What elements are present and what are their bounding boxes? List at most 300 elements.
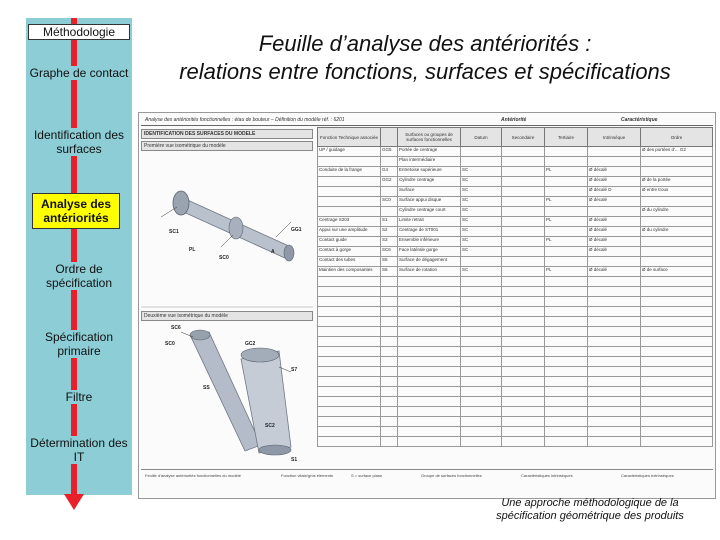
table-row [318,397,713,407]
table-cell [318,337,381,347]
table-cell: Ø décalé [588,177,641,187]
table-cell [641,317,713,327]
table-cell [398,277,461,287]
step-analyse-des-anteriorites: Analyse des antériorités [32,193,120,229]
table-cell: SC [461,217,502,227]
label-sc1: SC1 [169,229,179,235]
table-row [318,407,713,417]
table-cell: Contact des tubes [318,257,381,267]
band-identification: IDENTIFICATION DES SURFACES DU MODELE [141,129,313,139]
table-cell [381,357,398,367]
table-cell: PL [545,197,588,207]
table-cell [545,287,588,297]
table-cell: Limite retrait [398,217,461,227]
table-cell [588,287,641,297]
table-cell [502,367,545,377]
legend-item: S = surface plane [351,473,383,478]
legend-item: Fonction vitale/gros éléments [281,473,334,478]
table-cell [398,327,461,337]
table-cell [545,187,588,197]
table-cell [318,197,381,207]
table-cell [502,347,545,357]
title-line-2: relations entre fonctions, surfaces et spécifications [179,59,671,84]
col-tertiaire: Tertiaire [545,128,588,147]
anteriority-table [317,127,713,467]
table-cell: S6 [381,267,398,277]
table-cell [502,407,545,417]
table-cell: Ensemble inférieure [398,237,461,247]
table-cell [641,377,713,387]
table-cell [381,327,398,337]
sheet-header-caracteristique: Caractéristique [621,117,658,123]
table-cell [381,367,398,377]
table-cell [545,357,588,367]
table-cell [641,157,713,167]
table-cell [641,297,713,307]
table-row [318,177,713,187]
process-arrow-down-icon [64,494,84,510]
table-cell [381,297,398,307]
table-cell [461,147,502,157]
table-cell [502,437,545,447]
table-cell [545,427,588,437]
table-cell [318,307,381,317]
table-body [318,147,713,447]
table-cell: Surface [398,187,461,197]
table-cell [588,427,641,437]
table-cell [641,217,713,227]
table-cell: PL [545,217,588,227]
page-title [150,30,700,86]
table-cell: Surface de dégagement [398,257,461,267]
legend-item: Feuille d'analyse antériorités fonctionnelles du modèle [145,473,241,478]
table-cell [545,157,588,167]
table-cell [545,377,588,387]
table-cell [502,177,545,187]
table-cell [461,427,502,437]
table-cell [318,317,381,327]
table-cell [502,217,545,227]
table-cell [641,417,713,427]
table-cell [318,427,381,437]
table-cell [461,387,502,397]
table-cell [588,377,641,387]
table-cell [461,407,502,417]
table-cell [641,387,713,397]
label-ss: SS [203,385,210,391]
table-cell [641,277,713,287]
table-cell [545,227,588,237]
table-row [318,377,713,387]
table-cell [545,307,588,317]
table-cell: GG5 [381,147,398,157]
table-cell [398,297,461,307]
table-cell [461,337,502,347]
table-cell [588,437,641,447]
table-cell [588,257,641,267]
table-cell [641,197,713,207]
sheet-header-title: Analyse des antériorités fonctionnelles : étau de bouteur – Définition du modèle réf. : 6201 [145,117,345,123]
col-surfaces: Surfaces ou groupes de surfaces fonctionnelles [398,128,461,147]
table-cell [502,387,545,397]
col-code [381,128,398,147]
table-cell [641,437,713,447]
table-cell: Ø de surface [641,267,713,277]
table-cell [545,437,588,447]
table-cell: GG2 [381,177,398,187]
table-cell [461,367,502,377]
table-cell [318,397,381,407]
table-cell [398,337,461,347]
table-cell [398,427,461,437]
table-cell: SC [461,177,502,187]
table-cell [545,347,588,357]
table-cell [461,347,502,357]
table-cell [398,317,461,327]
table-cell: Ø décalé [588,197,641,207]
step-graphe-de-contact: Graphe de contact [26,66,132,80]
table-cell: Centrage S203 [318,217,381,227]
table-row [318,357,713,367]
table-cell: Ø décalé [588,267,641,277]
table-cell [461,377,502,387]
table-cell [641,337,713,347]
caption-line-2: spécification géométrique des produits [496,510,684,522]
table-cell [502,427,545,437]
table-cell [545,327,588,337]
table-cell: Contact à gorge [318,247,381,257]
table-cell [588,387,641,397]
table-row [318,217,713,227]
table-cell [398,357,461,367]
table-cell [641,237,713,247]
table-cell: S2 [381,227,398,237]
table-cell [461,317,502,327]
table-cell [318,377,381,387]
table-cell [461,417,502,427]
table-cell [502,317,545,327]
table-cell [318,327,381,337]
table-cell [545,367,588,377]
table-cell: SC6 [381,247,398,257]
table-cell: S1 [381,217,398,227]
table-cell [381,427,398,437]
table-cell [641,347,713,357]
analysis-sheet [138,112,716,499]
table-cell: PL [545,167,588,177]
table-cell [545,297,588,307]
table-cell [461,397,502,407]
table-row [318,147,713,157]
table-cell: Appui sur une amplitude [318,227,381,237]
table-cell [461,257,502,267]
table-row [318,307,713,317]
table-cell [502,417,545,427]
table-cell [502,287,545,297]
table-cell [381,377,398,387]
table-cell [502,327,545,337]
label-sc6: SC6 [171,325,181,331]
label-s7: S7 [291,367,298,373]
table-row [318,417,713,427]
table-cell: SC0 [381,197,398,207]
part-view-bottom [181,330,291,455]
table-cell [461,437,502,447]
col-intrinseque: Intrinsèque [588,128,641,147]
table-row [318,427,713,437]
table-cell [545,407,588,417]
table-row [318,387,713,397]
table-cell [588,417,641,427]
table-row [318,317,713,327]
step-methodologie: Méthodologie [28,24,130,40]
table-cell [641,407,713,417]
table-row [318,167,713,177]
table-header-row [318,128,713,147]
table-cell [502,187,545,197]
table-cell [381,407,398,417]
table-cell [545,387,588,397]
table-cell [502,277,545,287]
table-cell [398,397,461,407]
col-datum: Datum [461,128,502,147]
table-cell: Ø décalé [588,167,641,177]
table-cell [641,257,713,267]
table-cell [641,357,713,367]
table-cell: Plan intermédiaire [398,157,461,167]
table-cell: Contact guide [318,237,381,247]
table-row [318,347,713,357]
band-first-view: Première vue isométrique du modèle [141,141,313,151]
table-cell: Surface de rotation [398,267,461,277]
table-cell: SC [461,187,502,197]
table-cell [641,247,713,257]
table-cell: PL [545,267,588,277]
table-cell [318,387,381,397]
table-row [318,337,713,347]
label-sc0-bottom: SC0 [165,341,175,347]
col-ordre: Ordre [641,128,713,147]
table-row [318,437,713,447]
table-cell: Cylindre centrage court [398,207,461,217]
table-cell [318,157,381,167]
table-row [318,287,713,297]
legend-item: Groupe de surfaces fonctionnelles [421,473,482,478]
table-cell [318,177,381,187]
table-cell [588,157,641,167]
table-cell: Centrage de ST001 [398,227,461,237]
label-gc2: GC2 [245,341,256,347]
table-row [318,197,713,207]
table-cell: PL [545,237,588,247]
legend-item: Caractéristiques extrinsèques [621,473,674,478]
table-cell [545,247,588,257]
table-cell [398,347,461,357]
table-cell: Ø entre trous [641,187,713,197]
table-cell [545,397,588,407]
label-sc0: SC0 [219,255,229,261]
table-row [318,237,713,247]
label-sc2: SC2 [265,423,275,429]
table-cell [545,337,588,347]
table-cell [502,167,545,177]
table-cell [545,147,588,157]
step-ordre-de-specification: Ordre de spécification [26,262,132,290]
table-cell [502,197,545,207]
table-cell: Surface appui disque [398,197,461,207]
title-line-1: Feuille d’analyse des antériorités : [258,31,592,56]
table-cell [381,397,398,407]
table-cell [318,207,381,217]
table-cell [641,167,713,177]
table-cell [318,437,381,447]
table-cell [318,417,381,427]
table-cell [502,357,545,367]
band-second-view: Deuxième vue isométrique du modèle [141,311,313,321]
table-cell: Ø décalé D [588,187,641,197]
table-cell: Cylindre centrage [398,177,461,187]
table-cell [502,247,545,257]
table-cell [318,357,381,367]
legend-item: Caractéristiques intrinsèques [521,473,573,478]
table-cell [381,307,398,317]
table-cell [381,347,398,357]
step-specification-primaire: Spécification primaire [26,330,132,358]
table-cell: Ø décalé [588,217,641,227]
table-cell [588,357,641,367]
table-cell: SC [461,267,502,277]
table-cell [502,337,545,347]
table-cell [588,337,641,347]
table-cell [502,397,545,407]
table-cell [641,427,713,437]
table-cell [588,347,641,357]
table-cell: Ø des portées d'... G2 [641,147,713,157]
table-cell [545,207,588,217]
sheet-header-anteriorite: Antériorité [501,117,527,123]
table-cell [588,207,641,217]
table-cell [641,287,713,297]
sheet-legend [141,469,713,496]
table-cell [588,147,641,157]
table-cell [381,417,398,427]
table-row [318,257,713,267]
table-cell [588,327,641,337]
table-cell [461,287,502,297]
table-cell: SC [461,227,502,237]
table-cell [502,267,545,277]
caption [480,497,700,523]
methodology-sidebar [26,18,132,495]
table-cell [381,277,398,287]
label-s1: S1 [291,457,298,463]
table-cell: SC [461,207,502,217]
table-cell [398,437,461,447]
table-cell [318,287,381,297]
table-cell [502,227,545,237]
table-cell [545,277,588,287]
table-cell: S5 [381,257,398,267]
table-cell [588,317,641,327]
table-row [318,267,713,277]
table-cell [461,307,502,317]
table-cell [318,367,381,377]
table-cell [502,257,545,267]
table-cell [588,297,641,307]
table-row [318,157,713,167]
table-cell [461,297,502,307]
table-cell [545,417,588,427]
table-cell [641,367,713,377]
table-cell: Ø décalé [588,227,641,237]
table-cell [641,307,713,317]
table-cell [318,277,381,287]
table-cell: Conduite de la frange [318,167,381,177]
table-cell: Ø de la portée [641,177,713,187]
process-arrow-shaft [71,18,77,496]
table-cell: G4 [381,167,398,177]
table-cell [502,157,545,167]
table-cell [461,277,502,287]
table-cell [398,377,461,387]
table-cell [398,407,461,417]
table-cell [588,367,641,377]
table-cell [398,387,461,397]
table-row [318,227,713,237]
table-row [318,367,713,377]
table-row [318,277,713,287]
table-cell: Entretoise supérieure [398,167,461,177]
table-cell: SC [461,247,502,257]
part-drawings [141,127,313,467]
table-cell [381,287,398,297]
table-cell [381,187,398,197]
step-determination-des-it: Détermination des IT [26,436,132,464]
table-row [318,247,713,257]
sheet-header [141,115,713,126]
table-cell [381,337,398,347]
table-row [318,297,713,307]
table-cell [318,297,381,307]
table-cell [381,437,398,447]
label-pl: PL [189,247,196,253]
table-cell [545,177,588,187]
table-row [318,187,713,197]
table-cell: Maintien des composantes [318,267,381,277]
table-cell [545,257,588,267]
table-cell: Ø du cylindre [641,207,713,217]
table-cell: SC [461,237,502,247]
table-cell [381,387,398,397]
caption-line-1: Une approche méthodologique de la [501,497,679,509]
table-cell: Ø décalé [588,237,641,247]
table-cell [318,187,381,197]
step-identification-des-surfaces: Identification des surfaces [26,128,132,156]
table-cell [588,407,641,417]
table-cell: Portée de centrage [398,147,461,157]
table-cell [545,317,588,327]
table-cell [502,307,545,317]
table-cell [381,317,398,327]
table-cell [641,327,713,337]
table-cell [502,377,545,387]
table-cell: SC [461,167,502,177]
table-cell: UP / guidage [318,147,381,157]
table-cell [398,307,461,317]
table-cell [381,207,398,217]
table-cell [398,417,461,427]
table-cell: Face latérale gorge [398,247,461,257]
